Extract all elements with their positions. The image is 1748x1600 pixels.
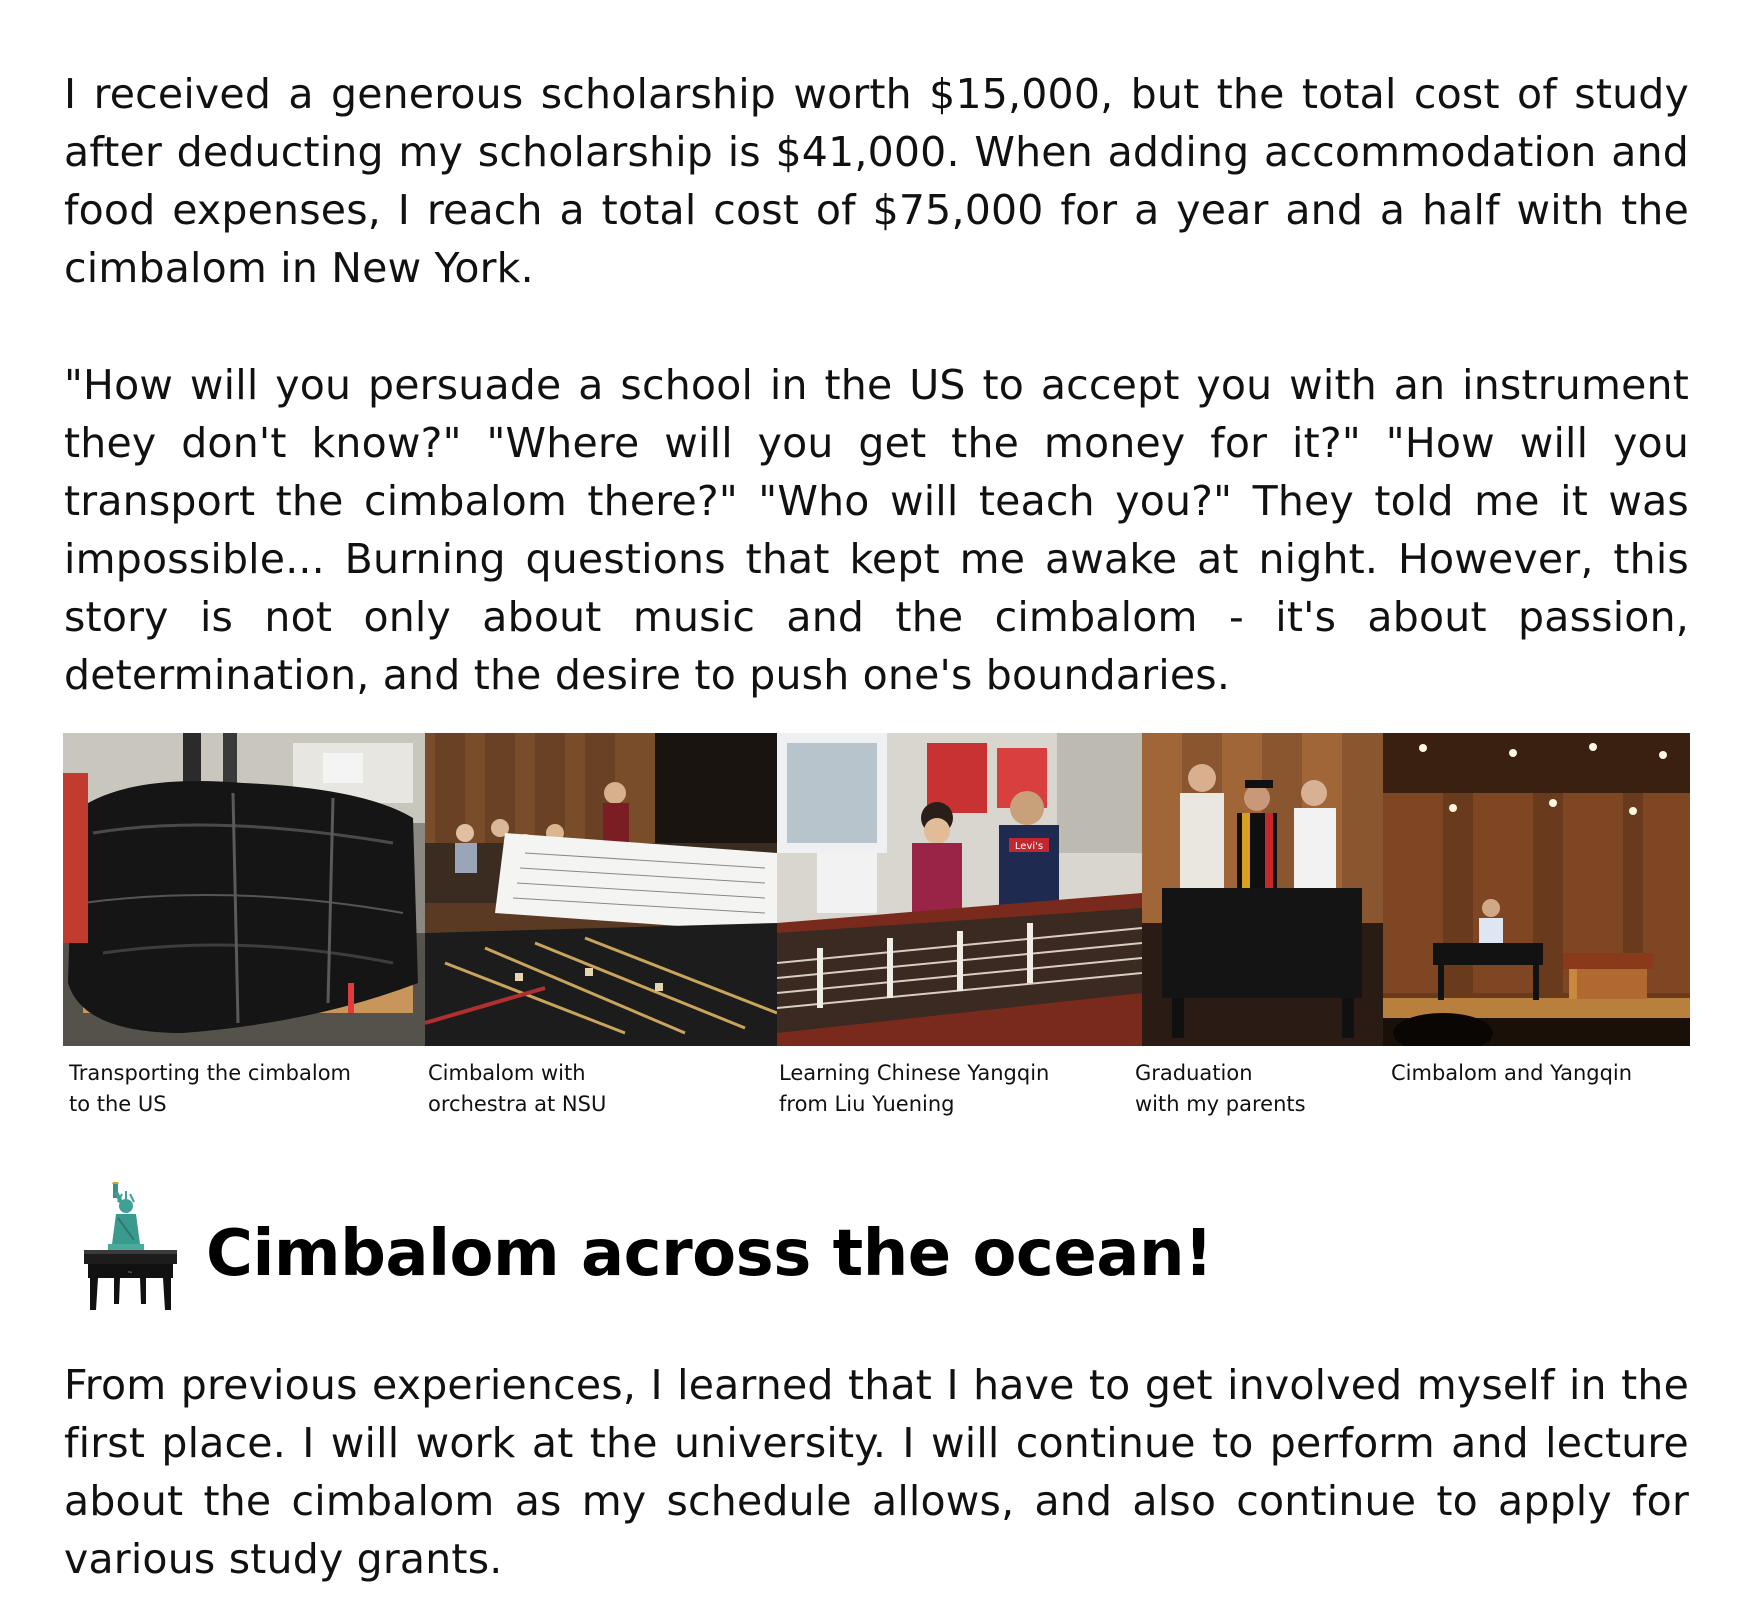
caption-line: Graduation [1135, 1061, 1253, 1085]
caption-line: with my parents [1135, 1092, 1306, 1116]
photo-transporting-cimbalom [63, 733, 425, 1046]
shirt-logo: Levi's [1014, 841, 1044, 852]
section-heading: Cimbalom across the ocean! [206, 1217, 1213, 1291]
caption-line: from Liu Yuening [779, 1092, 955, 1116]
caption-line: Transporting the cimbalom [69, 1061, 352, 1085]
photo-orchestra-nsu [425, 733, 777, 1046]
caption-line: Learning Chinese Yangqin [779, 1061, 1050, 1085]
photo-graduation [1142, 733, 1383, 1046]
photo-strip [63, 733, 1690, 1046]
questions-paragraph: "How will you persuade a school in the US to accept you with an instrument they don't know?" "Where will you get the money for it?" "How will you transport the cimbalom there?" "Who will teach you?" They told me it was impossible... Burning questions that kept me awake at night. However, this story is not only about music and the cimbalom - it's about passion, determination, and the desire to push one's boundaries. [64, 361, 1689, 699]
caption-yangqin-lesson [779, 1058, 1049, 1120]
caption-orchestra [428, 1058, 606, 1120]
caption-graduation [1135, 1058, 1306, 1120]
caption-concert [1391, 1058, 1632, 1089]
caption-line: Cimbalom and Yangqin [1391, 1061, 1633, 1085]
caption-line: orchestra at NSU [428, 1092, 607, 1116]
caption-line: to the US [69, 1092, 167, 1116]
statue-of-liberty-cimbalom-icon [78, 1182, 183, 1312]
photo-yangqin-lesson [777, 733, 1142, 1046]
photo-concert-stage [1383, 733, 1690, 1046]
caption-transporting [69, 1058, 351, 1120]
closing-paragraph: From previous experiences, I learned that I have to get involved myself in the first place. I will work at the university. I will continue to perform and lecture about the cimbalom as my schedule allows, and also continue to apply for various study grants. [64, 1361, 1689, 1583]
intro-paragraph: I received a generous scholarship worth $15,000, but the total cost of study after deducting my scholarship is $41,000. When adding accommodation and food expenses, I reach a total cost of $75,000 for a year and a half with the cimbalom in New York. [64, 70, 1689, 292]
svg-text:~: ~ [127, 1269, 133, 1276]
caption-line: Cimbalom with [428, 1061, 586, 1085]
